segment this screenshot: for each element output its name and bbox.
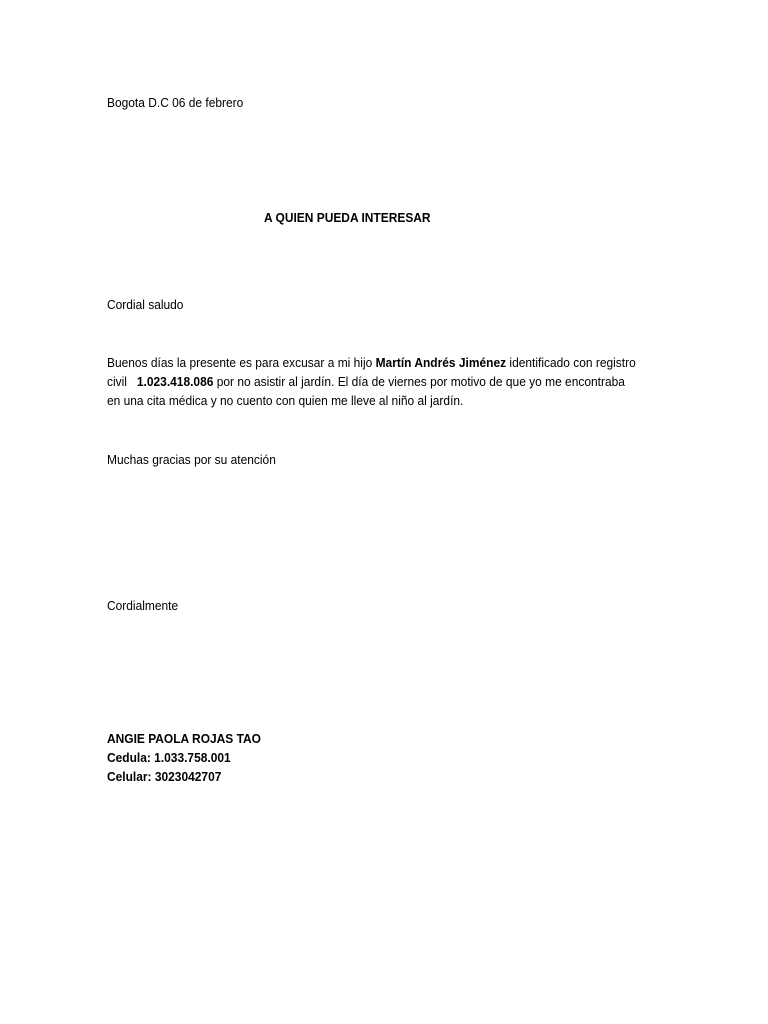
- body-text: identificado con registro: [506, 355, 636, 370]
- body-line-3: en una cita médica y no cuento con quien me lleve al niño al jardín.: [107, 393, 464, 408]
- letter-heading: A QUIEN PUEDA INTERESAR: [264, 210, 431, 225]
- body-text: Buenos días la presente es para excusar a mi hijo: [107, 355, 376, 370]
- greeting: Cordial saludo: [107, 297, 184, 312]
- body-text: civil: [107, 374, 137, 389]
- signer-name: ANGIE PAOLA ROJAS TAO: [107, 731, 261, 746]
- closing-line: Cordialmente: [107, 598, 179, 613]
- signer-id-number: Cedula: 1.033.758.001: [107, 750, 231, 765]
- date-line: Bogota D.C 06 de febrero: [107, 95, 244, 110]
- child-name: Martín Andrés Jiménez: [375, 355, 507, 370]
- registry-number: 1.023.418.086: [136, 374, 214, 389]
- body-line-2: [107, 372, 659, 391]
- body-paragraph: [107, 353, 659, 410]
- body-text: por no asistir al jardín. El día de viernes por motivo de que yo me encontraba: [213, 374, 625, 389]
- signer-phone: Celular: 3023042707: [107, 769, 222, 784]
- body-line-1: [107, 353, 659, 372]
- thanks-line: Muchas gracias por su atención: [107, 452, 276, 467]
